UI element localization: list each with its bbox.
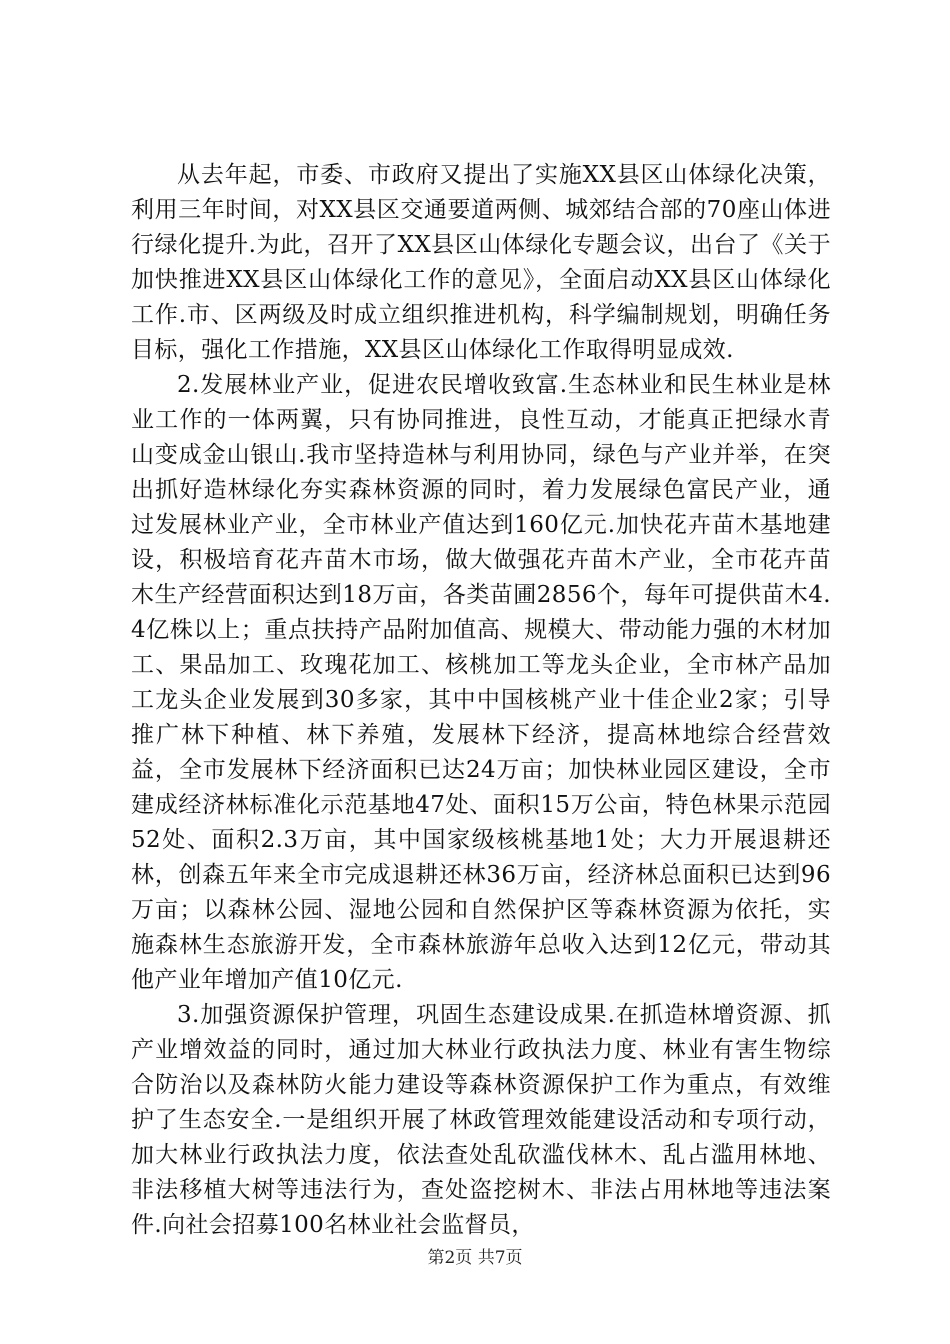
document-body (131, 158, 831, 1243)
paragraph-forestry-industry: 2.发展林业产业，促进农民增收致富.生态林业和民生林业是林业工作的一体两翼，只有协同推进，良性互动，才能真正把绿水青山变成金山银山.我市坚持造林与利用协同，绿色与产业并举，在突出抓好造林绿化夯实森林资源的同时，着力发展绿色富民产业，通过发展林业产业，全市林业产值达到160亿元.加快花卉苗木基地建设，积极培育花卉苗木市场，做大做强花卉苗木产业，全市花卉苗木生产经营面积达到18万亩，各类苗圃2856个，每年可提供苗木4.4亿株以上；重点扶持产品附加值高、规模大、带动能力强的木材加工、果品加工、玫瑰花加工、核桃加工等龙头企业，全市林产品加工龙头企业发展到30多家，其中中国核桃产业十佳企业2家；引导推广林下种植、林下养殖，发展林下经济，提高林地综合经营效益，全市发展林下经济面积已达24万亩；加快林业园区建设，全市建成经济林标准化示范基地47处、面积15万公亩，特色林果示范园52处、面积2.3万亩，其中国家级核桃基地1处；大力开展退耕还林，创森五年来全市完成退耕还林36万亩，经济林总面积已达到96万亩；以森林公园、湿地公园和自然保护区等森林资源为依托，实施森林生态旅游开发，全市森林旅游年总收入达到12亿元，带动其他产业年增加产值10亿元. (131, 372, 831, 993)
paragraph-mountain-greening: 从去年起，市委、市政府又提出了实施XX县区山体绿化决策，利用三年时间，对XX县区交通要道两侧、城郊结合部的70座山体进行绿化提升.为此，召开了XX县区山体绿化专题会议，出台了《关于加快推进XX县区山体绿化工作的意见》，全面启动XX县区山体绿化工作.市、区两级及时成立组织推进机构，科学编制规划，明确任务目标，强化工作措施，XX县区山体绿化工作取得明显成效. (131, 162, 831, 363)
page-number-footer: 第2页 共7页 (427, 1248, 523, 1268)
paragraph-resource-protection: 3.加强资源保护管理，巩固生态建设成果.在抓造林增资源、抓产业增效益的同时，通过加大林业行政执法力度、林业有害生物综合防治以及森林防火能力建设等森林资源保护工作为重点，有效维护了生态安全.一是组织开展了林政管理效能建设活动和专项行动，加大林业行政执法力度，依法查处乱砍滥伐林木、乱占滥用林地、非法移植大树等违法行为，查处盗挖树木、非法占用林地等违法案件.向社会招募100名林业社会监督员， (131, 1002, 831, 1238)
